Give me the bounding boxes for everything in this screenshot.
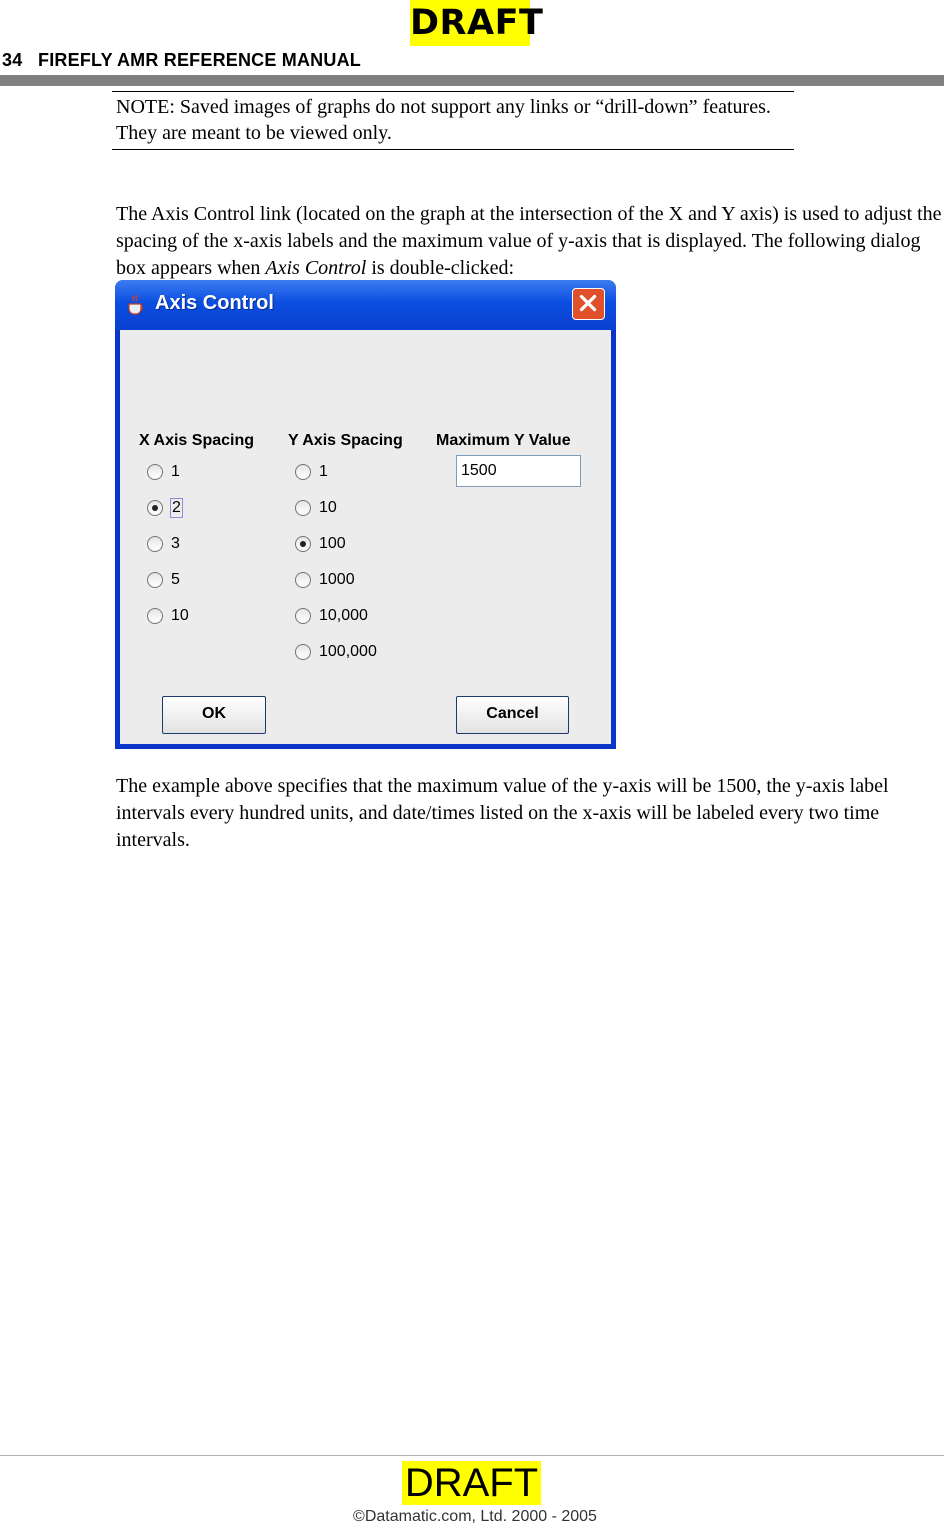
header-rule [0, 75, 944, 86]
note-box: NOTE: Saved images of graphs do not support any links or “drill-down” features. They are meant to be viewed only. [112, 91, 794, 150]
maximum-y-value-input[interactable]: 1500 [456, 455, 581, 487]
radio-button[interactable] [147, 464, 163, 480]
footer-rule [0, 1455, 944, 1456]
radio-button[interactable] [147, 608, 163, 624]
java-cup-icon [125, 294, 147, 316]
manual-title: FIREFLY AMR REFERENCE MANUAL [38, 50, 361, 70]
close-icon [573, 289, 604, 319]
draft-watermark-bottom: DRAFT [402, 1461, 541, 1505]
intro-text-1: The Axis Control link (located on the graph at the intersection of the X and Y axis) is used to adjust the spacing of the x-axis labels and the maximum value of y-axis that is displayed. The following dialog box appears when [116, 203, 942, 279]
radio-button[interactable] [295, 464, 311, 480]
close-button[interactable] [572, 288, 605, 320]
dialog-title-bar[interactable] [115, 280, 616, 330]
dialog-content: X Axis Spacing Y Axis Spacing Maximum Y Value 1 2 3 5 10 1 10 100 1000 10,000 100,000 1500 OK Cancel [120, 330, 611, 744]
explanation-paragraph: The example above specifies that the maximum value of the y-axis will be 1500, the y-axis label intervals every hundred units, and date/times listed on the x-axis will be labeled every two time intervals. [116, 775, 889, 851]
intro-text-2: is double-clicked: [366, 257, 515, 279]
radio-dot [300, 541, 306, 547]
page-number: 34 [2, 50, 23, 70]
maximum-y-value-label: Maximum Y Value [436, 432, 571, 449]
radio-button[interactable] [295, 500, 311, 516]
radio-button-selected[interactable] [295, 536, 311, 552]
ok-button[interactable]: OK [162, 696, 266, 734]
axis-control-dialog [115, 280, 616, 749]
radio-button[interactable] [147, 536, 163, 552]
axis-control-emphasis: Axis Control [265, 257, 367, 279]
copyright-notice: ©Datamatic.com, Ltd. 2000 - 2005 [353, 1508, 597, 1525]
radio-dot [152, 505, 158, 511]
radio-button[interactable] [295, 608, 311, 624]
cancel-button[interactable]: Cancel [456, 696, 569, 734]
radio-button[interactable] [295, 572, 311, 588]
x-axis-spacing-label: X Axis Spacing [139, 432, 254, 449]
radio-button[interactable] [147, 572, 163, 588]
page-header [2, 50, 361, 71]
intro-paragraph [116, 201, 942, 282]
radio-button-selected[interactable] [147, 500, 163, 516]
radio-button[interactable] [295, 644, 311, 660]
draft-watermark-top: DRAFT [410, 0, 530, 46]
dialog-title: Axis Control [155, 292, 274, 314]
y-axis-spacing-label: Y Axis Spacing [288, 432, 403, 449]
